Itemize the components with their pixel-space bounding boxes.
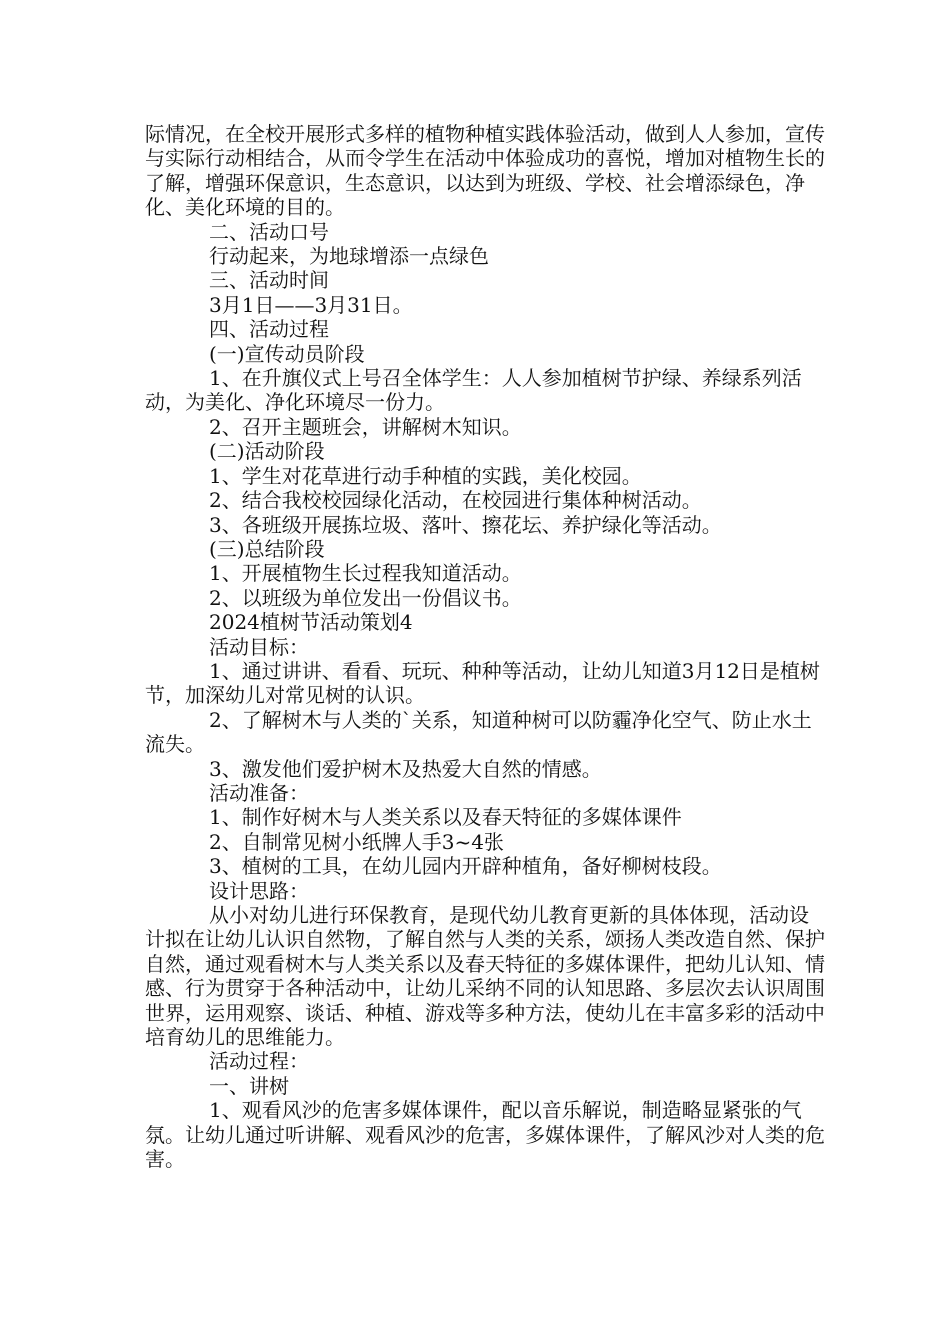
paragraph: 1、在升旗仪式上号召全体学生：人人参加植树节护绿、养绿系列活动，为美化、净化环境尽一份力。 bbox=[145, 366, 802, 415]
paragraph: 1、观看风沙的危害多媒体课件，配以音乐解说，制造略显紧张的气氛。让幼儿通过听讲解、观看风沙的危害，多媒体课件，了解风沙对人类的危害。 bbox=[145, 1098, 825, 1172]
paragraph: 设计思路： bbox=[209, 878, 309, 903]
paragraph: 2、以班级为单位发出一份倡议书。 bbox=[209, 585, 522, 610]
paragraph: 2、结合我校校园绿化活动，在校园进行集体种树活动。 bbox=[209, 488, 702, 513]
paragraph: 活动准备： bbox=[209, 780, 309, 805]
paragraph: (一)宣传动员阶段 bbox=[209, 341, 365, 366]
paragraph: (三)总结阶段 bbox=[209, 536, 325, 561]
paragraph: 从小对幼儿进行环保教育，是现代幼儿教育更新的具体体现，活动设计拟在让幼儿认识自然物，了解自然与人类的关系，颂扬人类改造自然、保护自然，通过观看树木与人类关系以及春天特征的多媒体课件，把幼儿认知、情感、行为贯穿于各种活动中，让幼儿采纳不同的认知思路、多层次去认识周围世界，运用观察、谈话、种植、游戏等多种方法，使幼儿在丰富多彩的活动中培育幼儿的思维能力。 bbox=[145, 903, 825, 1050]
paragraph: 四、活动过程 bbox=[209, 317, 329, 342]
paragraph: 2、召开主题班会，讲解树木知识。 bbox=[209, 414, 522, 439]
paragraph: 行动起来，为地球增添一点绿色 bbox=[209, 244, 489, 269]
paragraph: 2、了解树木与人类的`关系，知道种树可以防霾净化空气、防止水土流失。 bbox=[145, 707, 812, 757]
paragraph: 际情况，在全校开展形式多样的植物种植实践体验活动，做到人人参加，宣传与实际行动相结合，从而令学生在活动中体验成功的喜悦，增加对植物生长的了解，增强环保意识，生态意识，以达到为班级、学校、社会增添绿色，净化、美化环境的目的。 bbox=[145, 122, 825, 220]
paragraph: 二、活动口号 bbox=[209, 219, 329, 244]
paragraph: 三、活动时间 bbox=[209, 268, 329, 293]
paragraph: 1、学生对花草进行动手种植的实践，美化校园。 bbox=[209, 463, 642, 488]
paragraph: (二)活动阶段 bbox=[209, 439, 325, 464]
paragraph: 1、制作好树木与人类关系以及春天特征的多媒体课件 bbox=[209, 805, 682, 830]
paragraph: 活动目标： bbox=[209, 634, 309, 659]
paragraph: 2、自制常见树小纸牌人手3~4张 bbox=[209, 829, 504, 854]
paragraph: 2024植树节活动策划4 bbox=[209, 610, 413, 635]
paragraph: 3、激发他们爱护树木及热爱大自然的情感。 bbox=[209, 756, 602, 781]
paragraph: 3、植树的工具，在幼儿园内开辟种植角，备好柳树枝段。 bbox=[209, 854, 722, 879]
paragraph: 3月1日——3月31日。 bbox=[209, 292, 413, 317]
paragraph: 3、各班级开展拣垃圾、落叶、擦花坛、养护绿化等活动。 bbox=[209, 512, 722, 537]
paragraph: 1、通过讲讲、看看、玩玩、种种等活动，让幼儿知道3月12日是植树节，加深幼儿对常见树的认识。 bbox=[145, 658, 820, 708]
paragraph: 1、开展植物生长过程我知道活动。 bbox=[209, 561, 522, 586]
paragraph: 活动过程： bbox=[209, 1049, 309, 1074]
document-body bbox=[145, 122, 825, 1171]
paragraph: 一、讲树 bbox=[209, 1073, 289, 1098]
